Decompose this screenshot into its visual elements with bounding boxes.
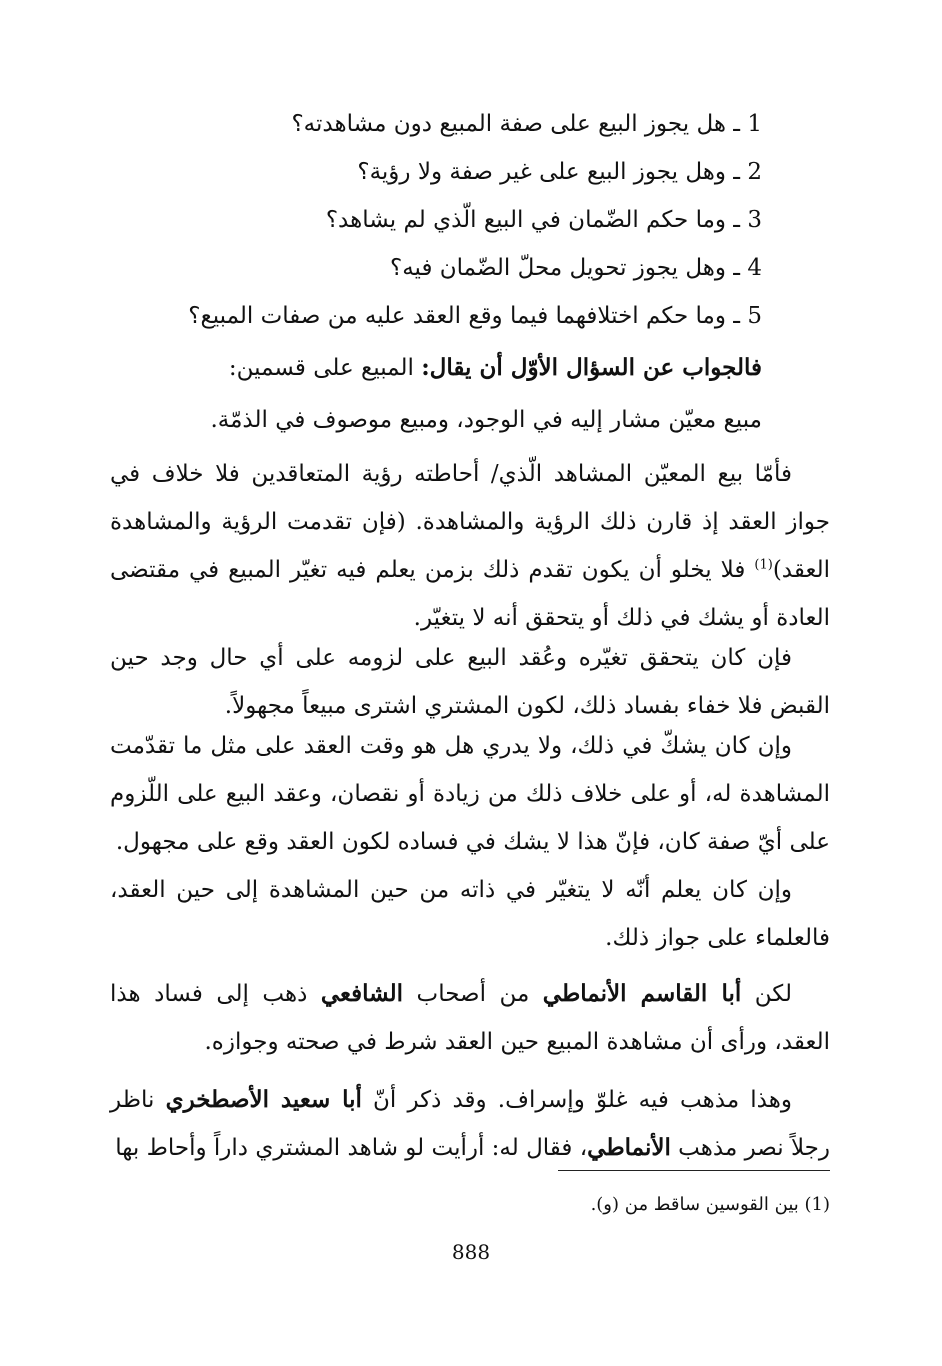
paragraph-first-text: فأمّا بيع المعيّن المشاهد الّذي/ أحاطته رؤية المتعاقدين فلا خلاف في جواز العقد إذ قارن ذلك الرؤية والمشاهدة. (فإن تقدمت الرؤية والمشاهدة العقد) — [110, 461, 830, 583]
scholar-name-shafii: الشافعي — [320, 980, 404, 1007]
answer-intro-rest: المبيع على قسمين: — [228, 355, 422, 381]
paragraph-first-text-cont: فلا يخلو أن يكون تقدم ذلك بزمن يعلم فيه تغيّر المبيع في مقتضى العادة أو يشك في ذلك أو يتحقق أنه لا يتغيّر. — [110, 557, 830, 631]
paragraph-istakhri — [110, 1076, 830, 1172]
paragraph-types: مبيع معيّن مشار إليه في الوجود، ومبيع موصوف في الذمّة. — [210, 407, 762, 433]
scholar-name-anmati-2: الأنماطي — [587, 1134, 671, 1161]
answer-intro — [122, 344, 762, 392]
paragraph-doubt: وإن كان يشكّ في ذلك، ولا يدري هل هو وقت العقد على مثل ما تقدّمت المشاهدة له، أو على خلاف ذلك من زيادة أو نقصان، وعقد البيع على اللّزوم على أيّ صفة كان، فإنّ هذا لا يشك في فساده لكون العقد وقع على مجهول. — [110, 733, 830, 855]
answer-intro-bold: فالجواب عن السؤال الأوّل أن يقال: — [421, 354, 762, 381]
question-3: 3 ـ وما حكم الضّمان في البيع الّذي لم يشاهد؟ — [325, 207, 762, 233]
paragraph-istakhri-text-1: وهذا مذهب فيه غلوّ وإسراف. وقد ذكر أنّ — [361, 1087, 792, 1113]
footnote-separator — [558, 1170, 830, 1171]
paragraph-anmati-text-2: من أصحاب — [403, 981, 543, 1007]
paragraph-anmati — [110, 970, 830, 1066]
paragraph-nochange: وإن كان يعلم أنّه لا يتغيّر في ذاته من حين المشاهدة إلى حين العقد، فالعلماء على جواز ذلك. — [110, 877, 830, 951]
footnote-marker: (1) — [754, 557, 773, 573]
page-number: 888 — [451, 1240, 491, 1264]
paragraph-istakhri-text-3: ، فقال له: أرأيت لو شاهد المشتري داراً وأحاط بها — [115, 1135, 588, 1161]
paragraph-anmati-text-1: لكن — [741, 981, 793, 1007]
paragraph-istakhri-text-2: ناظر رجلاً نصر مذهب — [110, 1087, 830, 1161]
footnote: (1) بين القوسين ساقط من (و). — [590, 1194, 830, 1215]
paragraph-first — [110, 450, 830, 642]
question-1: 1 ـ هل يجوز البيع على صفة المبيع دون مشاهدته؟ — [291, 111, 762, 137]
question-5: 5 ـ وما حكم اختلافهما فيما وقع العقد عليه من صفات المبيع؟ — [188, 303, 762, 329]
scholar-name-anmati: أبا القاسم الأنماطي — [542, 980, 742, 1007]
scholar-name-istakhri: أبا سعيد الأصطخري — [165, 1086, 362, 1113]
paragraph-anmati-text-3: ذهب إلى فساد هذا العقد، ورأى أن مشاهدة المبيع حين العقد شرط في صحته وجوازه. — [110, 981, 830, 1055]
question-4: 4 ـ وهل يجوز تحويل محلّ الضّمان فيه؟ — [390, 255, 762, 281]
paragraph-change: فإن كان يتحقق تغيّره وعُقد البيع على لزومه على أي حال وجد حين القبض فلا خفاء بفساد ذلك، لكون المشتري اشترى مبيعاً مجهولاً. — [110, 645, 830, 719]
question-2: 2 ـ وهل يجوز البيع على غير صفة ولا رؤية؟ — [357, 159, 762, 185]
